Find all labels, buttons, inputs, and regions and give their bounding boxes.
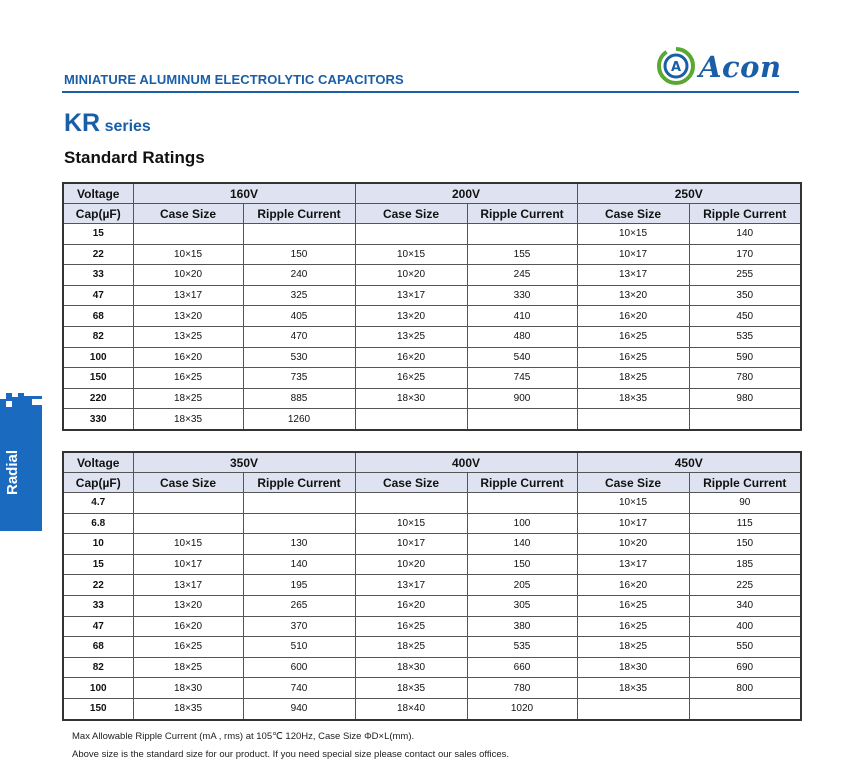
capacitance-cell: 150 — [63, 368, 133, 389]
capacitance-cell: 82 — [63, 326, 133, 347]
ripple-current-cell: 740 — [243, 678, 355, 699]
case-size-cell: 10×20 — [133, 265, 243, 286]
capacitance-cell: 15 — [63, 224, 133, 245]
case-size-cell: 13×25 — [355, 326, 467, 347]
logo-emblem-icon — [656, 46, 696, 86]
table-row — [63, 493, 801, 514]
case-size-cell: 16×25 — [577, 595, 689, 616]
table-row — [63, 678, 801, 699]
case-size-cell: 13×17 — [133, 285, 243, 306]
case-size-cell: 10×15 — [355, 244, 467, 265]
ripple-current-cell — [467, 409, 577, 430]
table-row — [63, 244, 801, 265]
ripple-current-header: Ripple Current — [243, 204, 355, 224]
case-size-cell: 16×20 — [577, 575, 689, 596]
side-tab-label: Radial — [4, 449, 21, 495]
ripple-current-cell: 745 — [467, 368, 577, 389]
case-size-cell: 18×35 — [577, 388, 689, 409]
ripple-current-cell — [467, 493, 577, 514]
voltage-column: 350V — [133, 452, 355, 473]
case-size-cell: 18×30 — [355, 657, 467, 678]
voltage-column: 250V — [577, 183, 801, 204]
case-size-cell: 16×25 — [355, 616, 467, 637]
case-size-cell — [355, 224, 467, 245]
ripple-current-cell: 480 — [467, 326, 577, 347]
capacitance-cell: 47 — [63, 616, 133, 637]
capacitance-cell: 15 — [63, 554, 133, 575]
ripple-current-cell: 340 — [689, 595, 801, 616]
footnote-special-size: Above size is the standard size for our product. If you need special size please contact our sales offices. — [72, 749, 510, 760]
table-row — [63, 616, 801, 637]
case-size-cell: 18×35 — [355, 678, 467, 699]
svg-text:A: A — [670, 60, 682, 75]
case-size-cell — [355, 409, 467, 430]
table-row — [63, 513, 801, 534]
ripple-current-cell: 940 — [243, 698, 355, 719]
capacitance-cell: 22 — [63, 575, 133, 596]
case-size-cell: 18×25 — [577, 368, 689, 389]
case-size-cell: 16×25 — [355, 368, 467, 389]
capacitance-cell: 100 — [63, 347, 133, 368]
ripple-current-cell: 900 — [467, 388, 577, 409]
case-size-cell: 13×17 — [133, 575, 243, 596]
table-row — [63, 265, 801, 286]
capacitance-cell: 82 — [63, 657, 133, 678]
ripple-current-cell: 370 — [243, 616, 355, 637]
ripple-current-header: Ripple Current — [689, 473, 801, 493]
ratings-table-1 — [62, 182, 802, 431]
case-size-header: Case Size — [133, 204, 243, 224]
capacitance-header: Cap(µF) — [63, 204, 133, 224]
case-size-cell — [355, 493, 467, 514]
ripple-current-header: Ripple Current — [243, 473, 355, 493]
case-size-cell: 18×30 — [577, 657, 689, 678]
ripple-current-cell: 90 — [689, 493, 801, 514]
footnote-ripple: Max Allowable Ripple Current (mA , rms) at 105℃ 120Hz, Case Size ΦD×L(mm). — [72, 731, 415, 742]
voltage-column: 400V — [355, 452, 577, 473]
ripple-current-cell — [467, 224, 577, 245]
case-size-cell: 16×20 — [133, 347, 243, 368]
capacitance-cell: 6.8 — [63, 513, 133, 534]
ripple-current-cell: 885 — [243, 388, 355, 409]
ripple-current-cell: 185 — [689, 554, 801, 575]
ripple-current-cell — [243, 224, 355, 245]
table-row — [63, 224, 801, 245]
case-size-cell — [133, 224, 243, 245]
ripple-current-cell: 150 — [689, 534, 801, 555]
ripple-current-cell: 255 — [689, 265, 801, 286]
case-size-cell — [133, 493, 243, 514]
capacitance-cell: 68 — [63, 306, 133, 327]
ripple-current-cell: 380 — [467, 616, 577, 637]
case-size-cell: 10×17 — [577, 513, 689, 534]
table-row — [63, 554, 801, 575]
ripple-current-cell: 510 — [243, 637, 355, 658]
document-title: MINIATURE ALUMINUM ELECTROLYTIC CAPACITORS — [64, 72, 404, 87]
ripple-current-cell: 330 — [467, 285, 577, 306]
case-size-header: Case Size — [355, 204, 467, 224]
case-size-cell: 18×30 — [355, 388, 467, 409]
case-size-cell: 13×20 — [355, 306, 467, 327]
case-size-cell: 13×17 — [577, 554, 689, 575]
ripple-current-cell: 140 — [243, 554, 355, 575]
ripple-current-cell: 550 — [689, 637, 801, 658]
voltage-column: 450V — [577, 452, 801, 473]
capacitance-cell: 47 — [63, 285, 133, 306]
ripple-current-cell: 130 — [243, 534, 355, 555]
ripple-current-cell: 265 — [243, 595, 355, 616]
case-size-header: Case Size — [133, 473, 243, 493]
case-size-cell — [133, 513, 243, 534]
case-size-cell: 13×17 — [355, 285, 467, 306]
voltage-column: 200V — [355, 183, 577, 204]
ripple-current-cell: 1260 — [243, 409, 355, 430]
ripple-current-cell: 980 — [689, 388, 801, 409]
case-size-header: Case Size — [577, 204, 689, 224]
table-row — [63, 657, 801, 678]
case-size-cell: 18×35 — [133, 409, 243, 430]
case-size-cell: 10×20 — [355, 554, 467, 575]
case-size-cell: 10×20 — [355, 265, 467, 286]
case-size-cell: 13×17 — [355, 575, 467, 596]
capacitance-cell: 68 — [63, 637, 133, 658]
case-size-cell: 18×30 — [133, 678, 243, 699]
ripple-current-cell: 155 — [467, 244, 577, 265]
capacitance-cell: 33 — [63, 595, 133, 616]
ripple-current-cell: 100 — [467, 513, 577, 534]
case-size-cell: 18×35 — [577, 678, 689, 699]
case-size-header: Case Size — [355, 473, 467, 493]
ripple-current-cell: 140 — [689, 224, 801, 245]
ripple-current-cell: 800 — [689, 678, 801, 699]
case-size-cell: 18×25 — [133, 388, 243, 409]
ripple-current-cell: 780 — [689, 368, 801, 389]
table-row — [63, 534, 801, 555]
ripple-current-cell: 205 — [467, 575, 577, 596]
case-size-cell: 16×25 — [133, 368, 243, 389]
ripple-current-cell: 225 — [689, 575, 801, 596]
case-size-cell: 18×35 — [133, 698, 243, 719]
capacitance-cell: 33 — [63, 265, 133, 286]
ripple-current-cell: 240 — [243, 265, 355, 286]
case-size-cell: 16×20 — [133, 616, 243, 637]
table-row — [63, 595, 801, 616]
case-size-cell: 16×20 — [355, 595, 467, 616]
table-row — [63, 347, 801, 368]
case-size-cell: 16×25 — [577, 347, 689, 368]
ripple-current-cell: 540 — [467, 347, 577, 368]
ripple-current-cell: 150 — [467, 554, 577, 575]
case-size-cell: 10×17 — [577, 244, 689, 265]
case-size-cell: 16×20 — [577, 306, 689, 327]
ripple-current-cell: 590 — [689, 347, 801, 368]
case-size-cell: 13×17 — [577, 265, 689, 286]
ripple-current-cell — [243, 493, 355, 514]
ripple-current-cell: 780 — [467, 678, 577, 699]
case-size-cell: 10×15 — [133, 534, 243, 555]
capacitance-cell: 4.7 — [63, 493, 133, 514]
ripple-current-header: Ripple Current — [467, 473, 577, 493]
ripple-current-cell: 140 — [467, 534, 577, 555]
table-row — [63, 698, 801, 719]
series-name: KR — [64, 109, 101, 137]
case-size-cell: 13×20 — [133, 595, 243, 616]
section-title: Standard Ratings — [64, 148, 205, 167]
ripple-current-cell: 450 — [689, 306, 801, 327]
ripple-current-cell: 690 — [689, 657, 801, 678]
table-row — [63, 306, 801, 327]
case-size-cell: 10×15 — [355, 513, 467, 534]
case-size-cell: 10×15 — [133, 244, 243, 265]
ripple-current-cell: 470 — [243, 326, 355, 347]
case-size-cell: 13×20 — [133, 306, 243, 327]
capacitance-cell: 150 — [63, 698, 133, 719]
ripple-current-cell: 535 — [689, 326, 801, 347]
ripple-current-cell: 305 — [467, 595, 577, 616]
ripple-current-cell: 150 — [243, 244, 355, 265]
header-rule — [62, 91, 799, 93]
table-row — [63, 388, 801, 409]
series-title — [64, 109, 151, 138]
case-size-cell: 13×20 — [577, 285, 689, 306]
case-size-cell: 10×17 — [355, 534, 467, 555]
ripple-current-cell: 660 — [467, 657, 577, 678]
voltage-header: Voltage — [63, 452, 133, 473]
ratings-table-2 — [62, 451, 802, 721]
table-row — [63, 637, 801, 658]
series-suffix: series — [104, 118, 151, 135]
ripple-current-header: Ripple Current — [467, 204, 577, 224]
capacitance-cell: 330 — [63, 409, 133, 430]
case-size-cell: 13×25 — [133, 326, 243, 347]
ripple-current-header: Ripple Current — [689, 204, 801, 224]
ripple-current-cell: 600 — [243, 657, 355, 678]
ripple-current-cell: 350 — [689, 285, 801, 306]
brand-logo — [656, 46, 796, 88]
table-row — [63, 326, 801, 347]
voltage-column: 160V — [133, 183, 355, 204]
case-size-cell: 18×25 — [355, 637, 467, 658]
case-size-cell: 10×17 — [133, 554, 243, 575]
table-row — [63, 368, 801, 389]
ripple-current-cell — [243, 513, 355, 534]
case-size-cell — [577, 698, 689, 719]
ripple-current-cell — [689, 409, 801, 430]
ripple-current-cell: 405 — [243, 306, 355, 327]
brand-name: Acon — [699, 50, 782, 84]
ripple-current-cell: 195 — [243, 575, 355, 596]
case-size-cell: 16×20 — [355, 347, 467, 368]
table-row — [63, 285, 801, 306]
case-size-cell: 18×25 — [133, 657, 243, 678]
case-size-cell: 16×25 — [133, 637, 243, 658]
case-size-cell — [577, 409, 689, 430]
case-size-cell: 16×25 — [577, 616, 689, 637]
capacitance-cell: 100 — [63, 678, 133, 699]
case-size-cell: 10×15 — [577, 493, 689, 514]
case-size-cell: 16×25 — [577, 326, 689, 347]
voltage-header: Voltage — [63, 183, 133, 204]
case-size-cell: 18×25 — [577, 637, 689, 658]
case-size-header: Case Size — [577, 473, 689, 493]
case-size-cell: 18×40 — [355, 698, 467, 719]
table-row — [63, 409, 801, 430]
ripple-current-cell: 170 — [689, 244, 801, 265]
case-size-cell: 10×20 — [577, 534, 689, 555]
capacitance-cell: 22 — [63, 244, 133, 265]
ripple-current-cell: 115 — [689, 513, 801, 534]
capacitance-cell: 10 — [63, 534, 133, 555]
ripple-current-cell: 410 — [467, 306, 577, 327]
table-row — [63, 575, 801, 596]
ripple-current-cell: 535 — [467, 637, 577, 658]
ripple-current-cell: 325 — [243, 285, 355, 306]
case-size-cell: 10×15 — [577, 224, 689, 245]
ripple-current-cell: 530 — [243, 347, 355, 368]
capacitance-cell: 220 — [63, 388, 133, 409]
capacitance-header: Cap(µF) — [63, 473, 133, 493]
ripple-current-cell — [689, 698, 801, 719]
ripple-current-cell: 400 — [689, 616, 801, 637]
ripple-current-cell: 735 — [243, 368, 355, 389]
ripple-current-cell: 245 — [467, 265, 577, 286]
ripple-current-cell: 1020 — [467, 698, 577, 719]
